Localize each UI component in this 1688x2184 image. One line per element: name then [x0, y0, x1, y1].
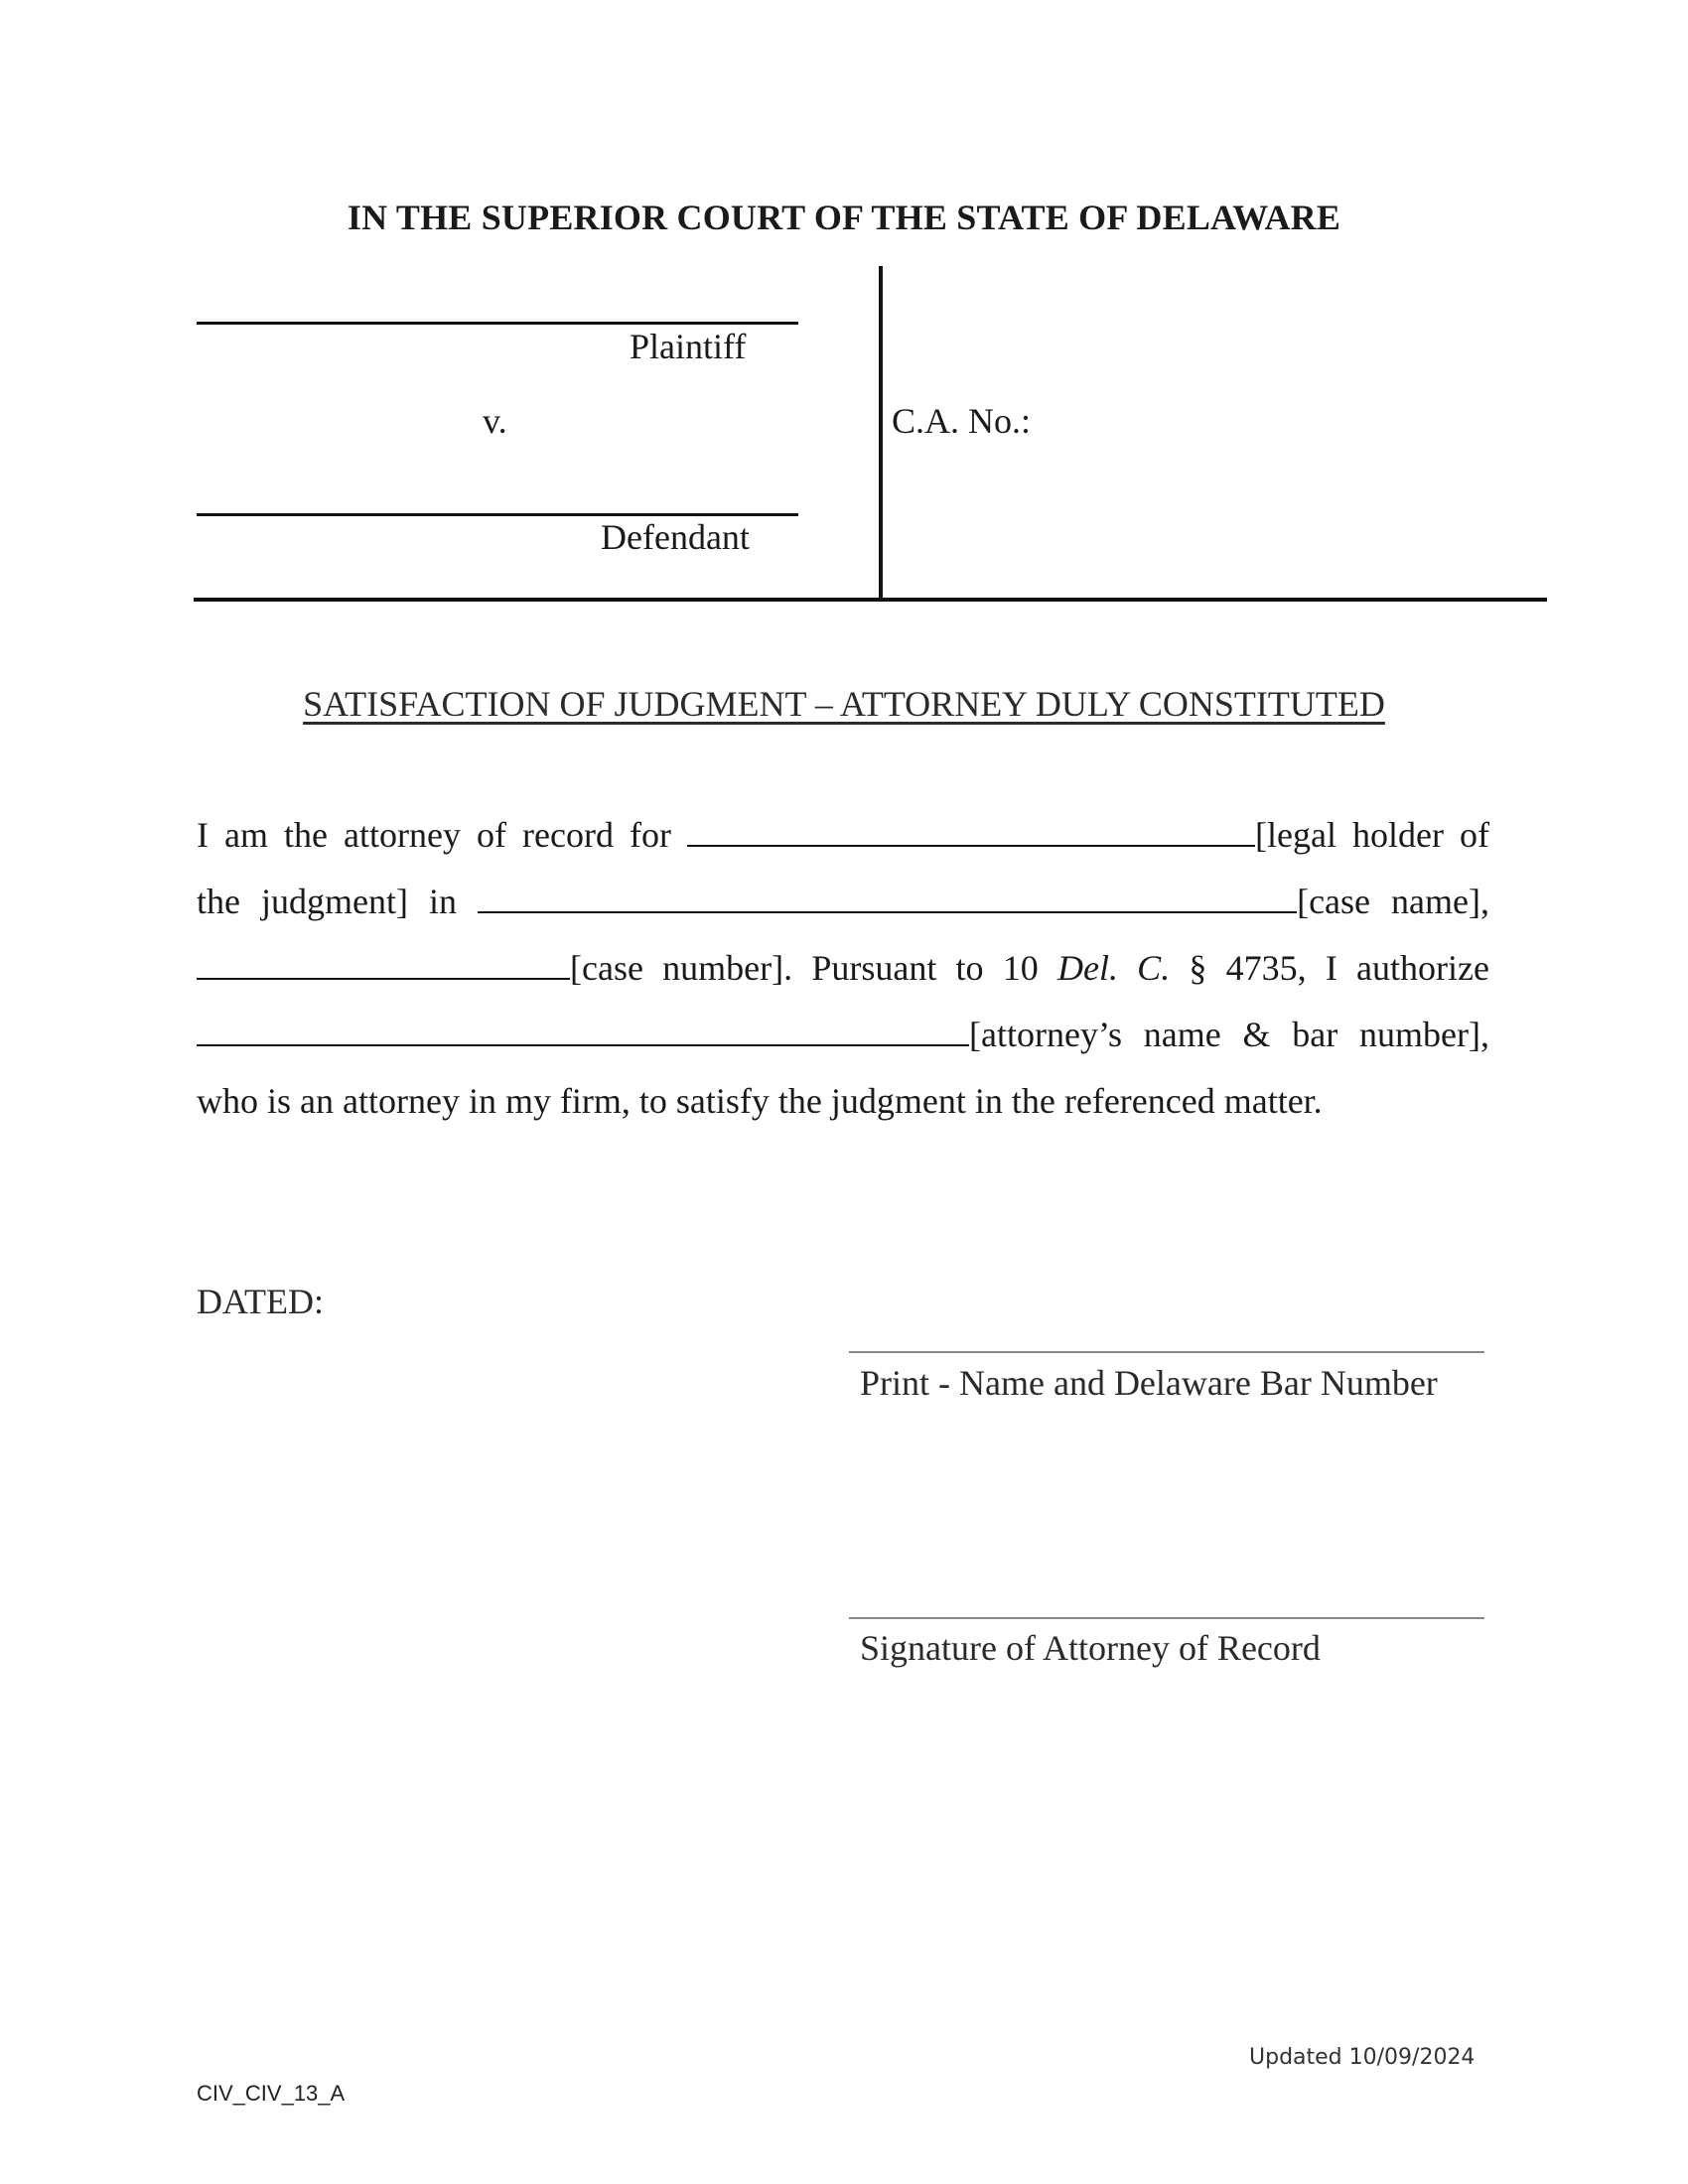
updated-date: Updated 10/09/2024 [1249, 2045, 1476, 2070]
document-title: SATISFACTION OF JUDGMENT – ATTORNEY DULY CONSTITUTED [303, 684, 1385, 724]
case-name-blank[interactable] [478, 878, 1297, 913]
caption-divider-horizontal [194, 598, 1547, 602]
line3-part2: § 4735, I authorize [1189, 948, 1489, 988]
line2-prefix: the judgment] in [197, 882, 458, 921]
attorney-name-blank[interactable] [197, 1011, 969, 1046]
body-line-1 [197, 802, 1489, 869]
body-line-5: who is an attorney in my firm, to satisfy the judgment in the referenced matter. [197, 1081, 1323, 1121]
line3-part1: [case number]. Pursuant to 10 [570, 948, 1039, 988]
defendant-label: Defendant [601, 517, 750, 557]
versus-label: v. [483, 401, 507, 441]
print-name-label: Print - Name and Delaware Bar Number [860, 1363, 1438, 1403]
line4-suffix: [attorney’s name & bar number], [969, 1015, 1489, 1054]
legal-holder-blank[interactable] [687, 811, 1255, 847]
case-number-blank[interactable] [197, 944, 570, 980]
case-number-label: C.A. No.: [892, 401, 1032, 441]
body-line-2 [197, 869, 1489, 935]
line1-prefix: I am the attorney of record for [197, 815, 671, 855]
signature-label: Signature of Attorney of Record [860, 1628, 1321, 1668]
form-code: CIV_CIV_13_A [197, 2081, 346, 2106]
line2-suffix: [case name], [1297, 882, 1489, 921]
body-line-3 [197, 935, 1489, 1002]
body-line-4 [197, 1002, 1489, 1068]
plaintiff-label: Plaintiff [630, 327, 747, 366]
line1-suffix: [legal holder of [1255, 815, 1490, 855]
signature-line[interactable] [849, 1617, 1484, 1619]
dated-label: DATED: [197, 1282, 324, 1321]
court-title: IN THE SUPERIOR COURT OF THE STATE OF DELAWARE [347, 198, 1341, 237]
plaintiff-name-line[interactable] [197, 322, 798, 325]
print-name-line[interactable] [849, 1351, 1484, 1353]
caption-divider-vertical [879, 266, 883, 602]
line3-italic: Del. C. [1056, 948, 1171, 988]
